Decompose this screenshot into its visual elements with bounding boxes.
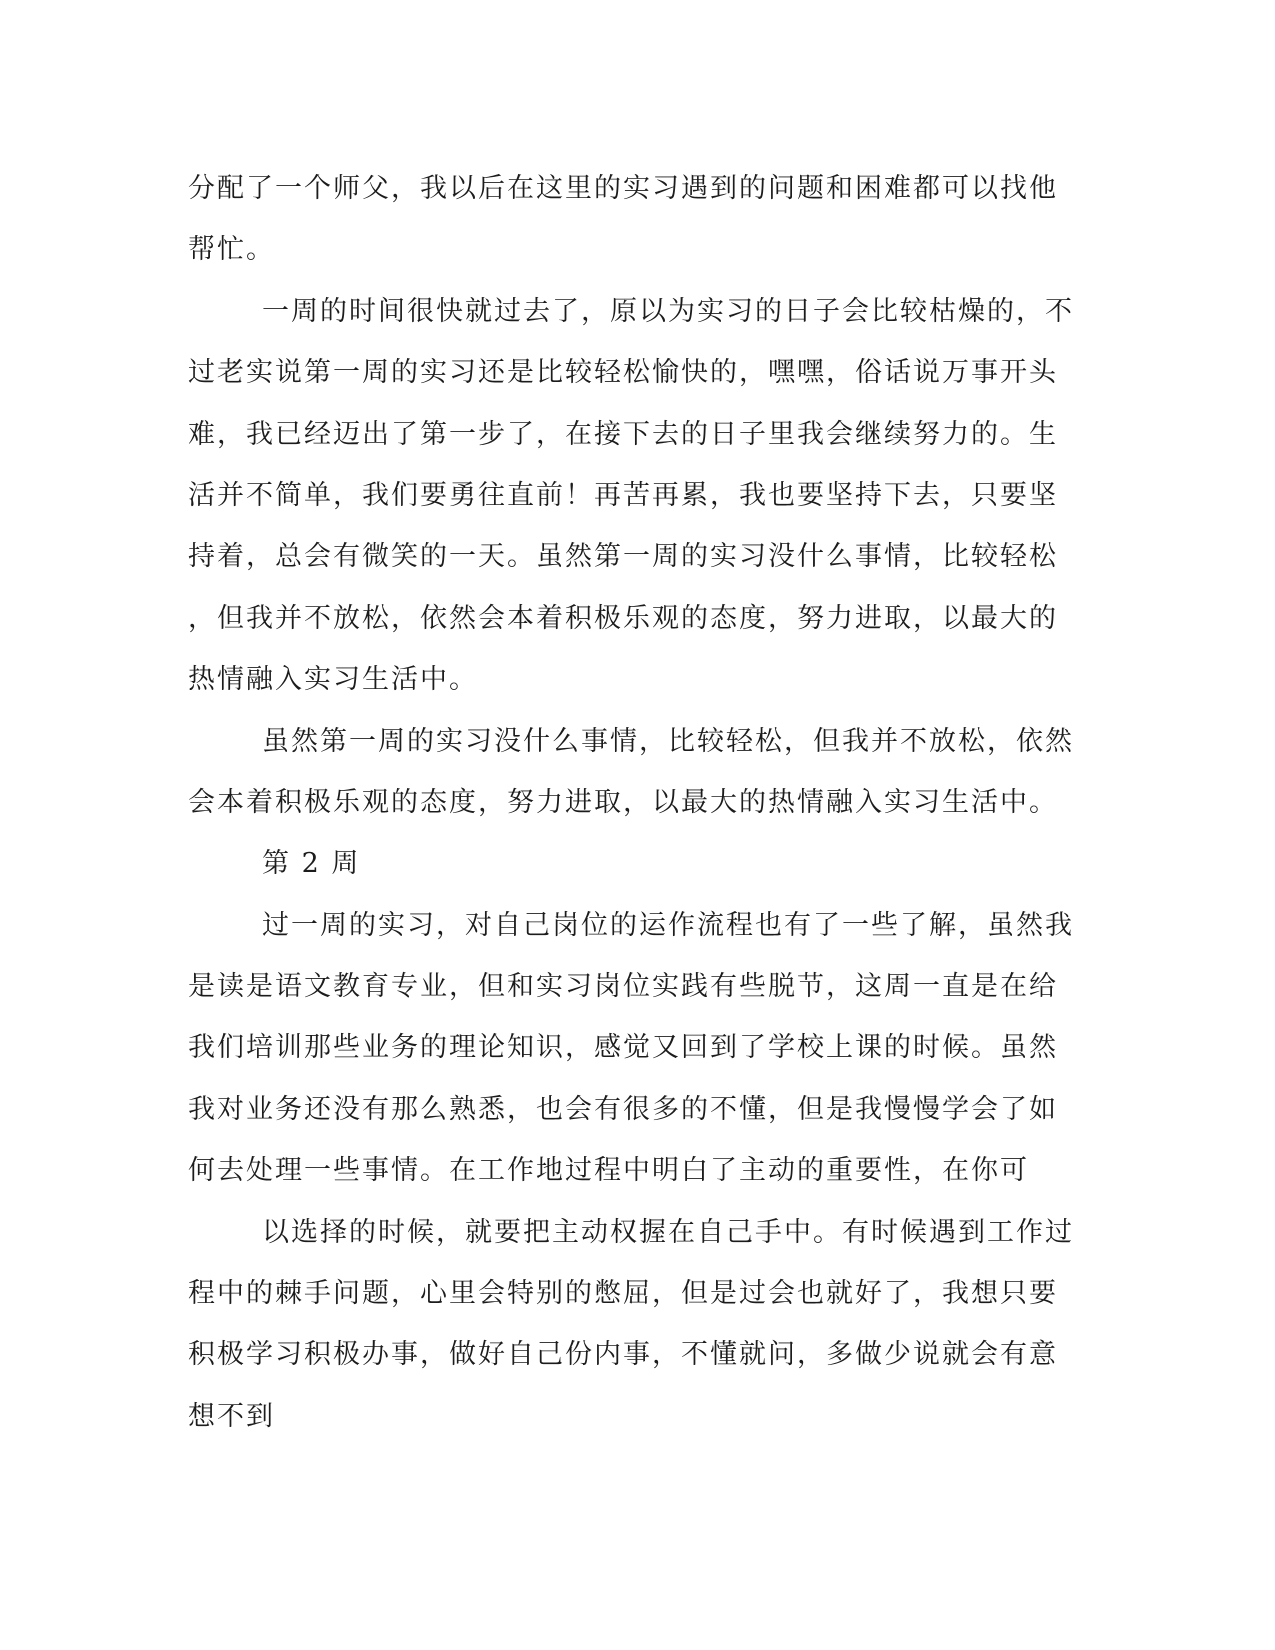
text-line: 虽然第一周的实习没什么事情，比较轻松，但我并不放松，依然 [262,725,1074,757]
text-line: 热情融入实习生活中。 [188,664,478,696]
text-line: 是读是语文教育专业，但和实习岗位实践有些脱节，这周一直是在给 [188,971,1058,1003]
text-line: 分配了一个师父，我以后在这里的实习遇到的问题和困难都可以找他 [188,173,1058,204]
text-line: 活并不简单，我们要勇往直前！再苦再累，我也要坚持下去，只要坚 [188,479,1058,511]
text-line: 持着，总会有微笑的一天。虽然第一周的实习没什么事情，比较轻松 [188,541,1058,573]
text-line: 程中的棘手问题，心里会特别的憋屈，但是过会也就好了，我想只要 [188,1278,1058,1310]
section-heading: 第 2 周 [262,848,361,880]
text-line: 过一周的实习，对自己岗位的运作流程也有了一些了解，虽然我 [262,909,1074,941]
text-line: 一周的时间很快就过去了，原以为实习的日子会比较枯燥的，不 [262,295,1074,327]
text-line: 难，我已经迈出了第一步了，在接下去的日子里我会继续努力的。生 [188,418,1058,450]
document-body [188,158,1074,1447]
text-line: ，但我并不放松，依然会本着积极乐观的态度，努力进取，以最大的 [188,602,1058,634]
text-line: 我对业务还没有那么熟悉，也会有很多的不懂，但是我慢慢学会了如 [188,1093,1058,1125]
text-line: 帮忙。 [188,234,275,266]
text-line: 会本着积极乐观的态度，努力进取，以最大的热情融入实习生活中。 [188,786,1058,818]
text-line: 积极学习积极办事，做好自己份内事，不懂就问，多做少说就会有意 [188,1339,1058,1371]
text-line: 何去处理一些事情。在工作地过程中明白了主动的重要性，在你可 [188,1155,1029,1187]
text-line: 想不到 [188,1400,275,1432]
text-line: 我们培训那些业务的理论知识，感觉又回到了学校上课的时候。虽然 [188,1032,1058,1064]
text-line: 过老实说第一周的实习还是比较轻松愉快的，嘿嘿，俗话说万事开头 [188,357,1058,389]
text-line: 以选择的时候，就要把主动权握在自己手中。有时候遇到工作过 [262,1216,1074,1248]
